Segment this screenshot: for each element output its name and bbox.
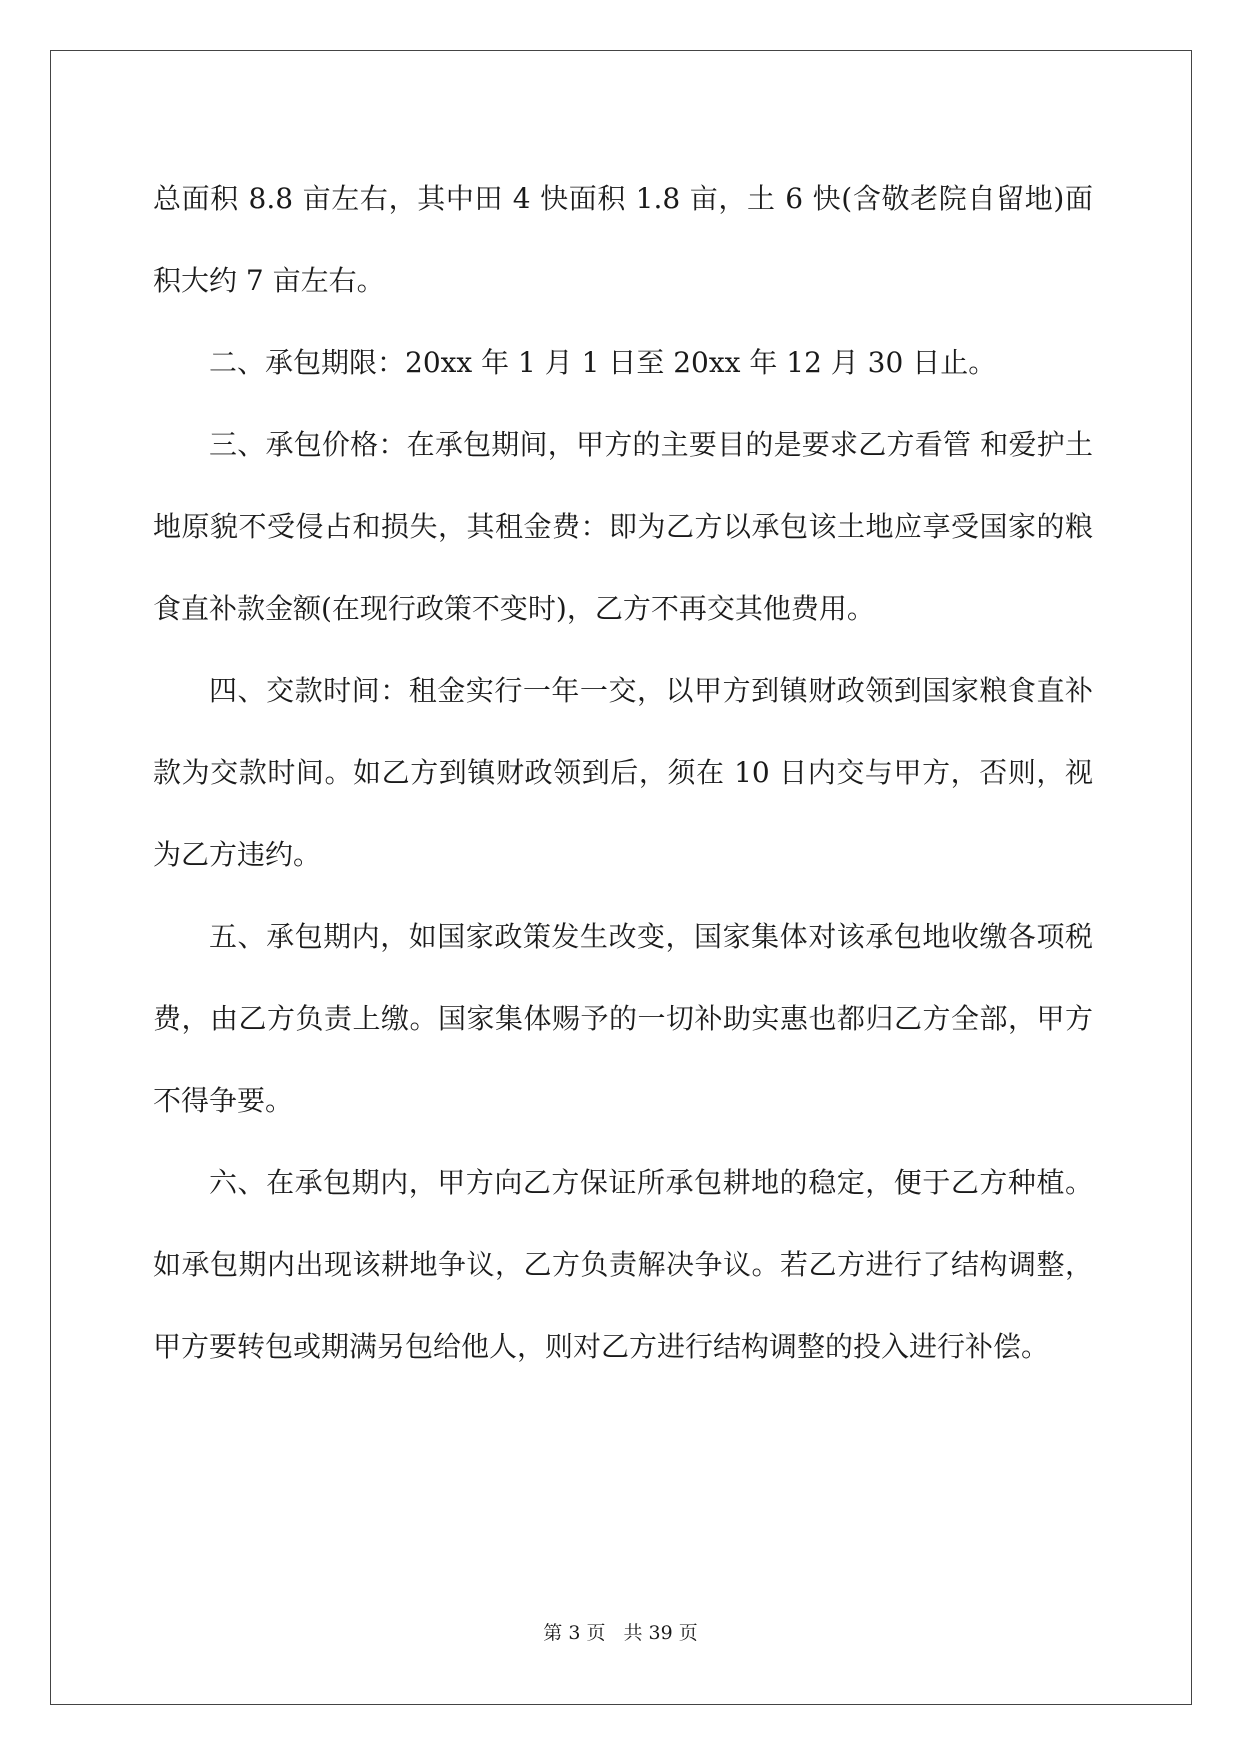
page-number: 第 3 页 [543,1622,606,1644]
page-total: 共 39 页 [623,1622,698,1644]
paragraph-policy-change: 五、承包期内，如国家政策发生改变，国家集体对该承包地收缴各项税费，由乙方负责上缴。国家集体赐予的一切补助实惠也都归乙方全部，甲方不得争要。 [153,920,1093,1117]
page-footer [0,1618,1241,1645]
paragraph-price: 三、承包价格：在承包期间，甲方的主要目的是要求乙方看管 和爱护土地原貌不受侵占和损失，其租金费：即为乙方以承包该土地应享受国家的粮食直补款金额(在现行政策不变时)，乙方不再交其他费用。 [153,428,1093,625]
paragraph-payment-time: 四、交款时间：租金实行一年一交，以甲方到镇财政领到国家粮食直补款为交款时间。如乙方到镇财政领到后，须在 10 日内交与甲方，否则，视为乙方违约。 [153,674,1093,871]
paragraph-continuation: 总面积 8.8 亩左右，其中田 4 快面积 1.8 亩，土 6 快(含敬老院自留地)面积大约 7 亩左右。 [153,182,1093,297]
paragraph-term: 二、承包期限：20xx 年 1 月 1 日至 20xx 年 12 月 30 日止。 [209,346,997,379]
paragraph-land-stability: 六、在承包期内，甲方向乙方保证所承包耕地的稳定，便于乙方种植。如承包期内出现该耕地争议，乙方负责解决争议。若乙方进行了结构调整，甲方要转包或期满另包给他人，则对乙方进行结构调整的投入进行补偿。 [153,1166,1093,1363]
document-body [153,158,1093,1388]
